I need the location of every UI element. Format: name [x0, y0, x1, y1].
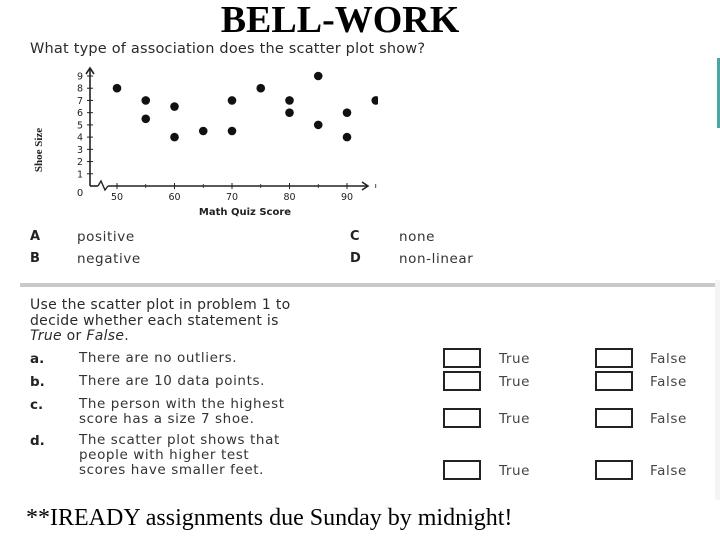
statement-d-true-label: True	[499, 463, 531, 479]
statement-b-line-1: There are 10 data points.	[79, 373, 266, 389]
data-point	[141, 114, 150, 123]
statement-c-false-label: False	[650, 411, 687, 427]
statement-a-true-checkbox[interactable]	[443, 348, 481, 368]
footer-note: **IREADY assignments due Sunday by midnight!	[26, 505, 513, 531]
data-point	[343, 108, 352, 117]
statement-d-false-label: False	[650, 463, 687, 479]
choice-c-letter[interactable]: C	[350, 229, 360, 244]
statement-d-line-3: scores have smaller feet.	[79, 462, 265, 478]
data-point	[285, 108, 294, 117]
statement-b-text	[79, 374, 419, 389]
plot-ticks	[77, 72, 376, 204]
intro-line-3	[30, 329, 450, 345]
intro-or: or	[61, 328, 87, 344]
data-point	[170, 133, 179, 142]
statement-b-true-checkbox[interactable]	[443, 371, 481, 391]
statement-d-false-checkbox[interactable]	[595, 460, 633, 480]
y-tick-label: 3	[76, 144, 83, 156]
intro-false: False	[86, 328, 125, 344]
plot-points	[113, 72, 378, 142]
statement-c-text	[79, 397, 419, 427]
statement-a-true-label: True	[499, 351, 531, 367]
data-point	[228, 96, 237, 105]
choice-d-letter[interactable]: D	[350, 251, 361, 266]
choice-b-text[interactable]: negative	[77, 251, 141, 267]
statement-d-line-1: The scatter plot shows that	[79, 432, 280, 448]
side-shade	[715, 280, 720, 500]
origin-label: 0	[76, 188, 84, 199]
y-tick-label: 2	[76, 157, 83, 169]
y-tick-label: 9	[76, 71, 83, 83]
question1-prompt: What type of association does the scatter plot show?	[30, 41, 426, 57]
choice-a-text[interactable]: positive	[77, 229, 135, 245]
y-axis-label: Shoe Size	[33, 127, 45, 173]
slide-title: BELL-WORK	[220, 0, 460, 41]
y-tick-label: 7	[76, 95, 83, 107]
data-point	[228, 127, 237, 136]
statement-d-text	[79, 433, 419, 478]
intro-end: .	[124, 328, 130, 344]
statement-a-false-label: False	[650, 351, 687, 367]
x-tick-label: 60	[168, 192, 181, 203]
statement-c-true-checkbox[interactable]	[443, 408, 481, 428]
data-point	[141, 96, 150, 105]
y-tick-label: 8	[76, 83, 83, 95]
data-point	[113, 84, 122, 93]
y-tick-label: 6	[76, 108, 83, 120]
x-axis-label: Math Quiz Score	[198, 207, 292, 218]
statement-c-letter: c.	[30, 397, 44, 413]
statement-c-false-checkbox[interactable]	[595, 408, 633, 428]
choice-b-letter[interactable]: B	[30, 251, 40, 266]
y-tick-label: 5	[76, 120, 83, 132]
statement-b-letter: b.	[30, 374, 45, 390]
statement-d-line-2: people with higher test	[79, 447, 250, 463]
question2-intro	[30, 298, 450, 345]
data-point	[343, 133, 352, 142]
statement-d-letter: d.	[30, 433, 45, 449]
x-tick-label: 50	[110, 192, 124, 203]
statement-a-line-1: There are no outliers.	[79, 350, 238, 366]
intro-line-1: Use the scatter plot in problem 1 to	[30, 297, 291, 313]
data-point	[314, 121, 323, 130]
x-tick-label: 70	[225, 192, 239, 203]
statement-c-line-1: The person with the highest	[79, 396, 285, 412]
y-tick-label: 4	[76, 132, 83, 144]
statement-b-false-label: False	[650, 374, 687, 390]
plot-axes	[86, 68, 368, 190]
statement-b-false-checkbox[interactable]	[595, 371, 633, 391]
intro-true: True	[30, 328, 62, 344]
data-point	[256, 84, 265, 93]
data-point	[285, 96, 294, 105]
data-point	[199, 127, 208, 136]
statement-b-true-label: True	[499, 374, 531, 390]
data-point	[314, 72, 323, 81]
statement-a-text	[79, 351, 419, 366]
statement-a-false-checkbox[interactable]	[595, 348, 633, 368]
choice-c-text[interactable]: none	[399, 229, 436, 245]
intro-line-2: decide whether each statement is	[30, 312, 279, 329]
y-tick-label: 1	[76, 169, 83, 181]
x-axis-break	[98, 181, 108, 190]
scatter-plot	[28, 62, 378, 222]
choice-a-letter[interactable]: A	[30, 229, 41, 244]
data-point	[371, 96, 378, 105]
data-point	[170, 102, 179, 111]
x-tick-label: 80	[283, 192, 296, 203]
section-divider	[20, 283, 715, 287]
choice-d-text[interactable]: non-linear	[399, 251, 474, 267]
statement-d-true-checkbox[interactable]	[443, 460, 481, 480]
statement-c-line-2: score has a size 7 shoe.	[79, 411, 255, 427]
x-tick-label: 90	[340, 192, 354, 203]
statement-a-letter: a.	[30, 351, 45, 367]
statement-c-true-label: True	[499, 411, 531, 427]
